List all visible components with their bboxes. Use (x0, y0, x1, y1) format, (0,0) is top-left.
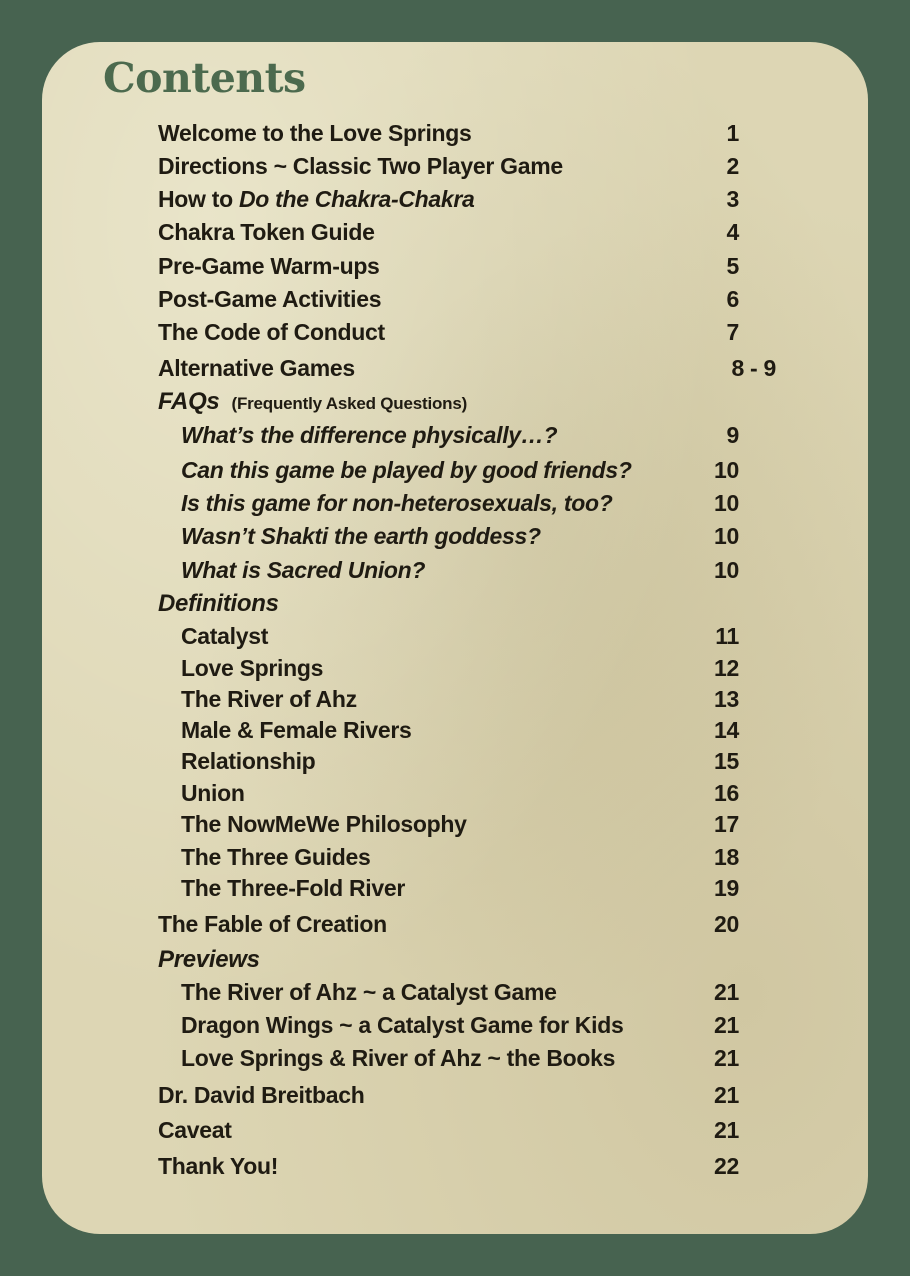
toc-entry-page: 1 (726, 120, 739, 146)
toc-entry-page: 21 (714, 979, 739, 1005)
toc-entry[interactable] (42, 979, 868, 1011)
toc-entry-page: 15 (714, 748, 739, 774)
toc-section-title: Definitions (158, 590, 279, 617)
toc-entry-label: Caveat (158, 1117, 232, 1143)
toc-entry-page: 4 (726, 219, 739, 245)
toc-entry[interactable] (42, 686, 868, 718)
toc-entry-label (158, 186, 475, 213)
toc-entry[interactable] (42, 1082, 868, 1114)
toc-entry-page: 21 (714, 1012, 739, 1038)
toc-entry-page: 10 (714, 490, 739, 516)
toc-entry-page: 21 (714, 1082, 739, 1108)
toc-entry-label: Is this game for non-heterosexuals, too? (181, 490, 613, 516)
toc-entry[interactable] (42, 355, 868, 387)
toc-entry-page: 10 (714, 523, 739, 549)
toc-entry-page: 5 (726, 253, 739, 279)
toc-entry[interactable] (42, 655, 868, 687)
toc-entry-page: 18 (714, 844, 739, 870)
toc-entry-label: What is Sacred Union? (181, 557, 426, 583)
toc-entry-label: Thank You! (158, 1153, 279, 1179)
toc-entry[interactable] (42, 911, 868, 943)
toc-entry[interactable] (42, 422, 868, 454)
toc-entry-label: The River of Ahz (181, 686, 357, 712)
toc-entry-label: Male & Female Rivers (181, 717, 412, 743)
toc-entry[interactable] (42, 1012, 868, 1044)
toc-entry-label: Chakra Token Guide (158, 219, 375, 245)
toc-entry-page: 19 (714, 875, 739, 901)
page-title: Contents (103, 54, 306, 102)
toc-entry-page: 20 (714, 911, 739, 937)
toc-entry[interactable] (42, 490, 868, 522)
toc-entry[interactable] (42, 557, 868, 589)
table-of-contents (42, 42, 868, 1234)
toc-entry[interactable] (42, 286, 868, 318)
toc-entry-page: 10 (714, 457, 739, 483)
toc-entry-page: 22 (714, 1153, 739, 1179)
toc-entry-label: Alternative Games (158, 355, 355, 381)
toc-entry-label: The Fable of Creation (158, 911, 387, 937)
toc-entry[interactable] (42, 523, 868, 555)
toc-entry-page: 17 (714, 811, 739, 837)
toc-entry-label: Relationship (181, 748, 316, 774)
toc-section-label (158, 388, 467, 416)
toc-entry[interactable] (42, 1045, 868, 1077)
toc-entry-page: 3 (726, 186, 739, 212)
toc-entry-label-emphasis: Do the Chakra-Chakra (238, 186, 475, 212)
toc-entry[interactable] (42, 748, 868, 780)
toc-entry[interactable] (42, 153, 868, 185)
toc-entry[interactable] (42, 319, 868, 351)
toc-entry[interactable] (42, 780, 868, 812)
toc-entry-page: 21 (714, 1117, 739, 1143)
toc-entry-page: 11 (715, 623, 739, 649)
toc-entry[interactable] (42, 811, 868, 843)
toc-entry-label: Dr. David Breitbach (158, 1082, 365, 1108)
toc-entry[interactable] (42, 219, 868, 251)
toc-entry-label: Can this game be played by good friends? (181, 457, 632, 483)
toc-entry[interactable] (42, 1153, 868, 1185)
toc-entry[interactable] (42, 875, 868, 907)
toc-entry[interactable] (42, 623, 868, 655)
toc-entry-label: Welcome to the Love Springs (158, 120, 472, 146)
toc-entry-label: The Three Guides (181, 844, 371, 870)
toc-entry[interactable] (42, 457, 868, 489)
toc-entry-label: The River of Ahz ~ a Catalyst Game (181, 979, 557, 1005)
toc-entry-page: 13 (714, 686, 739, 712)
toc-entry-label: Love Springs (181, 655, 324, 681)
toc-entry-page: 2 (726, 153, 739, 179)
toc-entry[interactable] (42, 186, 868, 218)
toc-entry[interactable] (42, 844, 868, 876)
toc-section-heading (42, 590, 868, 622)
toc-entry-page: 6 (726, 286, 739, 312)
toc-entry-page: 21 (714, 1045, 739, 1071)
toc-entry-label: Directions ~ Classic Two Player Game (158, 153, 563, 179)
toc-entry[interactable] (42, 253, 868, 285)
toc-entry-label: Union (181, 780, 245, 806)
toc-entry-page: 16 (714, 780, 739, 806)
toc-entry-label: The Code of Conduct (158, 319, 385, 345)
toc-section-title: FAQs (158, 388, 220, 415)
toc-entry-label: Pre-Game Warm-ups (158, 253, 380, 279)
toc-entry-page: 8 - 9 (731, 355, 776, 381)
toc-entry-label: Love Springs & River of Ahz ~ the Books (181, 1045, 616, 1071)
toc-entry-page: 12 (714, 655, 739, 681)
toc-entry-label: The NowMeWe Philosophy (181, 811, 467, 837)
toc-entry-label: What’s the difference physically…? (181, 422, 558, 448)
toc-entry[interactable] (42, 1117, 868, 1149)
toc-entry-label: Catalyst (181, 623, 269, 649)
contents-card (42, 42, 868, 1234)
toc-entry-label: Wasn’t Shakti the earth goddess? (181, 523, 541, 549)
toc-entry-label: Post-Game Activities (158, 286, 382, 312)
toc-section-heading (42, 388, 868, 420)
toc-entry-label-prefix: How to (158, 186, 239, 212)
toc-entry-label: The Three-Fold River (181, 875, 406, 901)
toc-entry-label: Dragon Wings ~ a Catalyst Game for Kids (181, 1012, 624, 1038)
toc-section-heading (42, 946, 868, 978)
toc-section-sublabel: (Frequently Asked Questions) (231, 394, 468, 413)
toc-entry-page: 10 (714, 557, 739, 583)
toc-entry[interactable] (42, 717, 868, 749)
toc-entry-page: 9 (726, 422, 739, 448)
toc-entry[interactable] (42, 120, 868, 152)
toc-section-title: Previews (158, 946, 260, 973)
toc-entry-page: 14 (714, 717, 739, 743)
toc-entry-page: 7 (726, 319, 739, 345)
